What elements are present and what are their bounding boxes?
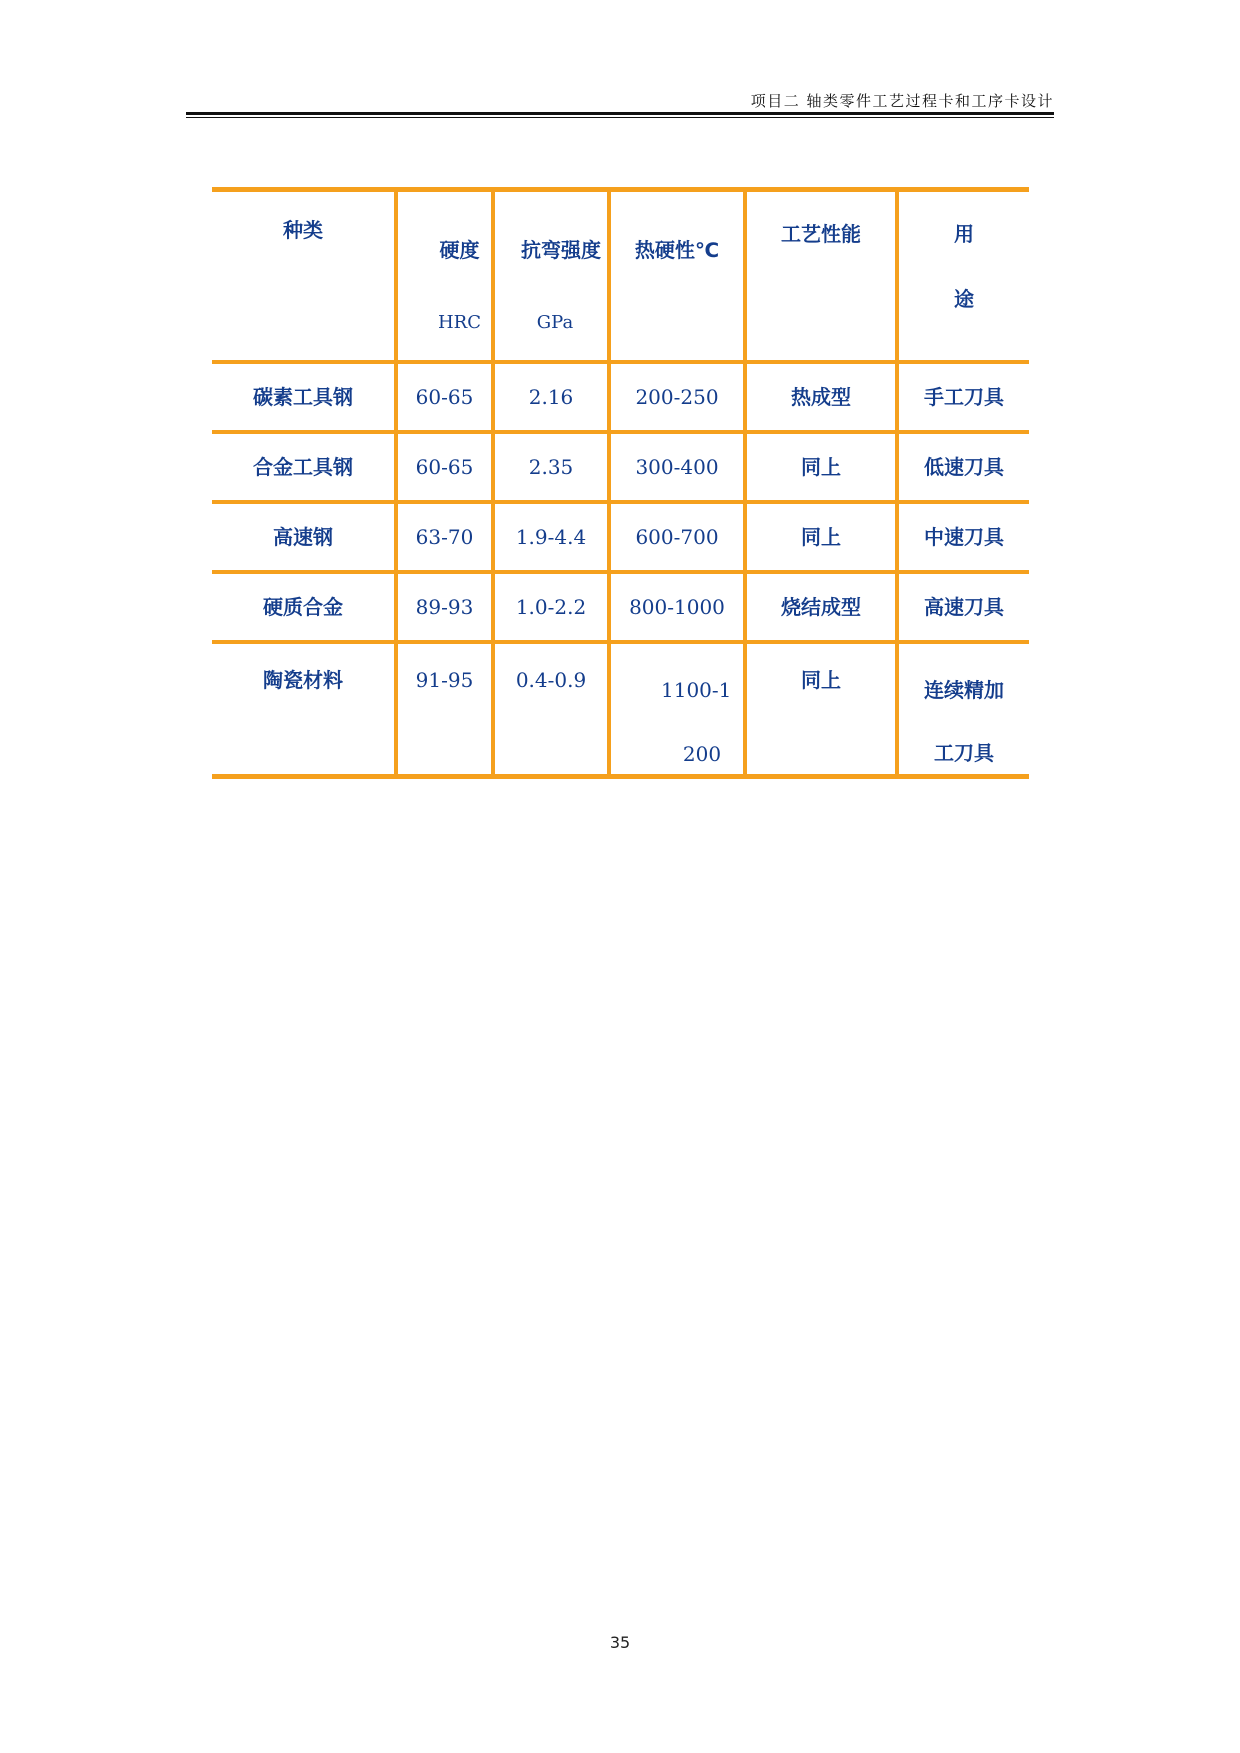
- cell-use-line1: 连续精加: [924, 678, 1004, 702]
- cell-strength: 1.0-2.2: [493, 572, 609, 642]
- header-use-line1: 用: [954, 222, 974, 246]
- cell-hardness: 60-65: [396, 362, 493, 432]
- cell-strength: 2.35: [493, 432, 609, 502]
- cell-hot-hardness: 300-400: [609, 432, 745, 502]
- header-hardness: 硬度: [439, 238, 480, 262]
- page-number: 35: [609, 1633, 631, 1652]
- header-strength: 抗弯强度: [521, 238, 601, 262]
- cell-use: 手工刀具: [897, 362, 1029, 432]
- tool-material-table: [212, 187, 1029, 779]
- cell-process-text: 同上: [801, 668, 841, 692]
- table-header-row: [212, 190, 1029, 363]
- cell-type: [212, 642, 396, 777]
- header-hot-hardness-cell: [609, 190, 745, 363]
- header-use-cell: [897, 190, 1029, 363]
- cell-hot-hardness: 200-250: [609, 362, 745, 432]
- table-row: [212, 642, 1029, 777]
- cell-hardness-text: 91-95: [415, 668, 474, 692]
- cell-strength: 2.16: [493, 362, 609, 432]
- header-type: 种类: [283, 218, 323, 242]
- cell-hot-hardness: 600-700: [609, 502, 745, 572]
- cell-use: 低速刀具: [897, 432, 1029, 502]
- header-process: 工艺性能: [781, 222, 861, 246]
- cell-process: [745, 642, 897, 777]
- cell-hot-hardness: 800-1000: [609, 572, 745, 642]
- header-rule-thin: [186, 117, 1054, 118]
- cell-strength: [493, 642, 609, 777]
- cell-use: 高速刀具: [897, 572, 1029, 642]
- cell-process: 同上: [745, 432, 897, 502]
- cell-type: 高速钢: [212, 502, 396, 572]
- table-row: [212, 572, 1029, 642]
- running-header: 项目二 轴类零件工艺过程卡和工序卡设计: [750, 92, 1054, 110]
- cell-type: 合金工具钢: [212, 432, 396, 502]
- cell-process: 热成型: [745, 362, 897, 432]
- header-strength-cell: [493, 190, 609, 363]
- table-row: [212, 502, 1029, 572]
- table-row: [212, 432, 1029, 502]
- cell-strength: 1.9-4.4: [493, 502, 609, 572]
- header-strength-unit: GPa: [536, 312, 574, 333]
- cell-hardness: 60-65: [396, 432, 493, 502]
- cell-type: 硬质合金: [212, 572, 396, 642]
- tool-material-table-container: [212, 187, 1029, 779]
- cell-hot-hardness-line2: 200: [682, 742, 722, 766]
- header-rule-thick: [186, 112, 1054, 115]
- header-process-cell: [745, 190, 897, 363]
- cell-type: 碳素工具钢: [212, 362, 396, 432]
- cell-hot-hardness-line1: 1100-1: [661, 678, 732, 702]
- cell-process: 烧结成型: [745, 572, 897, 642]
- header-use-line2: 途: [954, 287, 974, 311]
- header-type-cell: [212, 190, 396, 363]
- header-hardness-unit: HRC: [437, 312, 482, 333]
- header-hot-hardness: 热硬性℃: [634, 238, 720, 262]
- cell-use-line2: 工刀具: [934, 741, 994, 765]
- cell-hardness: 63-70: [396, 502, 493, 572]
- cell-strength-text: 0.4-0.9: [515, 668, 587, 692]
- cell-hardness: [396, 642, 493, 777]
- cell-process: 同上: [745, 502, 897, 572]
- cell-hardness: 89-93: [396, 572, 493, 642]
- cell-use: 中速刀具: [897, 502, 1029, 572]
- header-hardness-cell: [396, 190, 493, 363]
- cell-hot-hardness: [609, 642, 745, 777]
- table-row: [212, 362, 1029, 432]
- cell-type-text: 陶瓷材料: [263, 668, 343, 692]
- cell-use: [897, 642, 1029, 777]
